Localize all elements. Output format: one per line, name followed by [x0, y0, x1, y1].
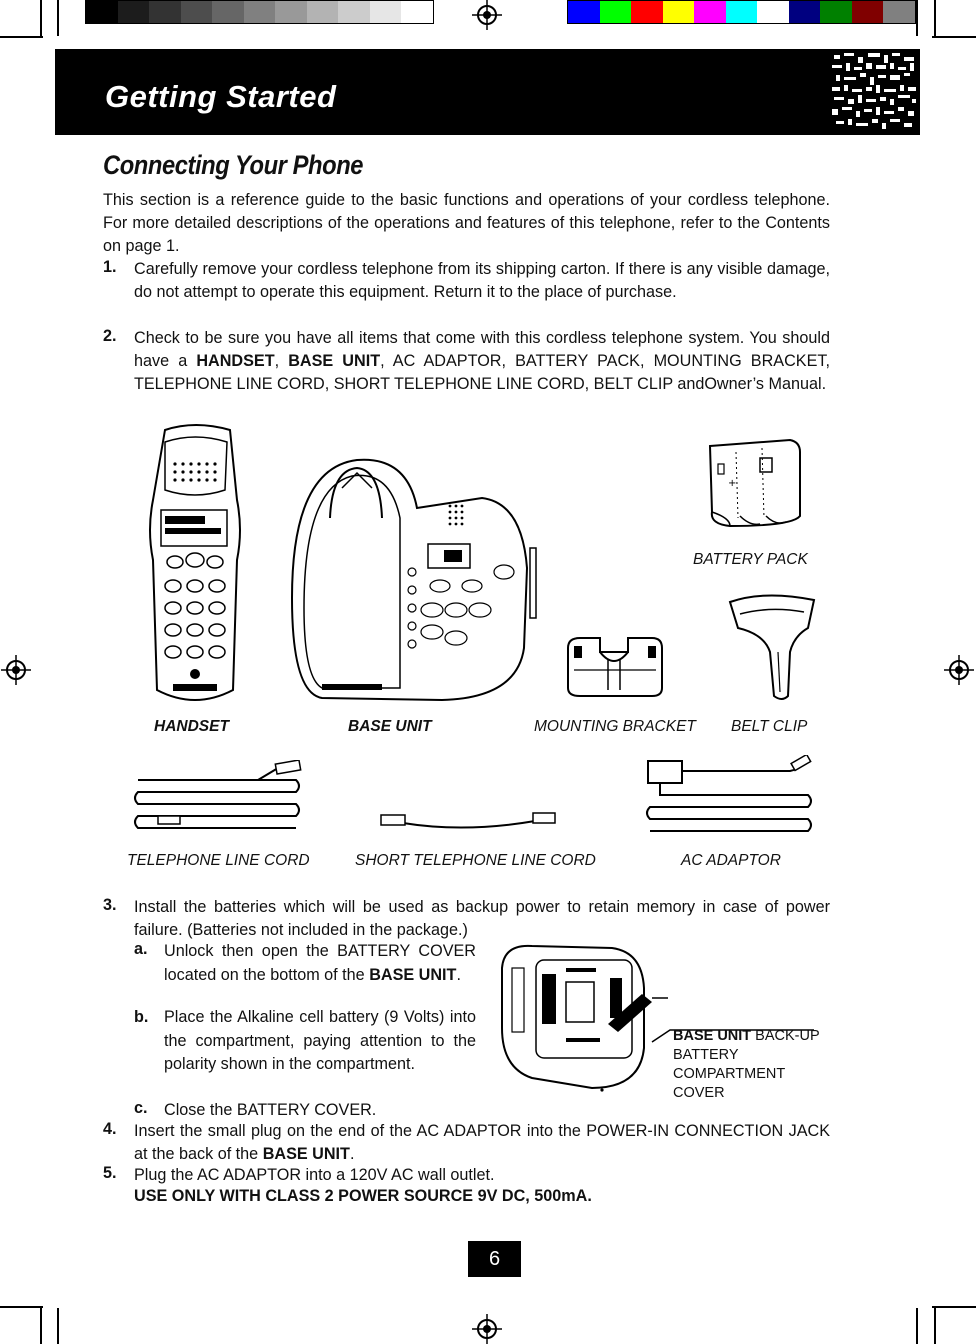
base-unit-illustration	[282, 448, 540, 708]
svg-text:+: +	[728, 478, 737, 489]
color-swatch	[370, 1, 402, 23]
substep-label: b.	[134, 1008, 149, 1026]
grayscale-swatch-bar	[85, 0, 434, 24]
mounting-bracket-illustration	[560, 630, 670, 700]
crop-mark	[57, 1308, 59, 1344]
step-2-text	[134, 327, 830, 396]
header-pattern-graphic	[828, 49, 920, 135]
substep-c-text: Close the BATTERY COVER.	[164, 1101, 377, 1119]
step-4-text	[134, 1120, 830, 1166]
caption-mounting-bracket: MOUNTING BRACKET	[534, 718, 696, 735]
step-3-text: Install the batteries which will be used as backup power to retain memory in case of power failure. (Batteries not included in the package.)	[134, 898, 830, 939]
step-number: 2.	[103, 327, 117, 345]
step-number: 4.	[103, 1120, 117, 1138]
section-title: Connecting Your Phone	[103, 150, 364, 180]
step-2-text-b: , AC ADAPTOR, BATTERY PACK, MOUNTING BRACKET, TELEPHONE LINE CORD, SHORT TELEPHONE LINE CORD, BELT CLIP andOwner’s Manual.	[134, 352, 830, 393]
substep-a-text-main: Unlock then open the BATTERY COVER located on the bottom of the	[164, 942, 476, 984]
step-number: 5.	[103, 1164, 117, 1182]
substep-a-period: .	[456, 965, 461, 984]
registration-mark-icon	[472, 0, 502, 30]
cover-label-bold: BASE UNIT	[673, 1028, 752, 1044]
registration-mark-icon	[1, 655, 31, 685]
crop-mark	[916, 0, 918, 36]
color-swatch	[401, 1, 433, 23]
substep-a-text	[164, 940, 476, 987]
color-swatch	[631, 1, 663, 23]
caption-telephone-line-cord: TELEPHONE LINE CORD	[127, 852, 310, 869]
cover-label-rest: BACK-UP BATTERY COMPARTMENT COVER	[673, 1028, 820, 1101]
caption-handset: HANDSET	[154, 718, 229, 735]
color-swatch-bar	[567, 0, 916, 24]
color-swatch	[820, 1, 852, 23]
color-swatch	[244, 1, 276, 23]
step-2-separator: ,	[274, 352, 289, 370]
crop-mark	[57, 0, 59, 36]
battery-pack-illustration	[700, 436, 805, 531]
color-swatch	[789, 1, 821, 23]
color-swatch	[307, 1, 339, 23]
step-4-text-main: Insert the small plug on the end of the AC ADAPTOR into the POWER-IN CONNECTION JACK at the back of the	[134, 1122, 830, 1163]
telephone-line-cord-illustration	[128, 760, 308, 835]
crop-mark	[0, 1306, 43, 1308]
substep-b-text: Place the Alkaline cell battery (9 Volts) into the compartment, paying attention to the polarity shown in the compartment.	[164, 1008, 476, 1073]
caption-ac-adaptor: AC ADAPTOR	[681, 852, 781, 869]
crop-mark	[916, 1308, 918, 1344]
color-swatch	[852, 1, 884, 23]
color-swatch	[757, 1, 789, 23]
crop-mark	[932, 36, 976, 38]
crop-mark	[40, 0, 42, 36]
color-swatch	[883, 1, 915, 23]
color-swatch	[86, 1, 118, 23]
belt-clip-illustration	[724, 592, 820, 704]
color-swatch	[694, 1, 726, 23]
color-swatch	[338, 1, 370, 23]
crop-mark	[934, 0, 936, 36]
color-swatch	[118, 1, 150, 23]
short-telephone-line-cord-illustration	[375, 805, 560, 840]
color-swatch	[600, 1, 632, 23]
color-swatch	[212, 1, 244, 23]
battery-cover-callout-label	[673, 1027, 823, 1103]
caption-belt-clip: BELT CLIP	[731, 718, 808, 735]
registration-mark-icon	[472, 1314, 502, 1344]
substep-label: c.	[134, 1099, 148, 1117]
ac-adaptor-illustration	[640, 755, 820, 840]
substep-label: a.	[134, 940, 148, 958]
crop-mark	[40, 1308, 42, 1344]
page-title: Getting Started	[105, 79, 337, 114]
color-swatch	[275, 1, 307, 23]
power-source-warning: USE ONLY WITH CLASS 2 POWER SOURCE 9V DC, 500mA.	[134, 1187, 592, 1205]
registration-mark-icon	[944, 655, 974, 685]
color-swatch	[149, 1, 181, 23]
handset-label: HANDSET	[196, 352, 275, 370]
color-swatch	[726, 1, 758, 23]
color-swatch	[181, 1, 213, 23]
step-2-text-a: Check to be sure you have all items that come with this cordless telephone system. You should have a	[134, 329, 830, 370]
handset-illustration	[145, 420, 245, 710]
caption-battery-pack: BATTERY PACK	[693, 551, 808, 568]
caption-short-telephone-line-cord: SHORT TELEPHONE LINE CORD	[355, 852, 596, 869]
base-unit-label: BASE UNIT	[288, 352, 381, 370]
crop-mark	[932, 1306, 976, 1308]
step-5-text: Plug the AC ADAPTOR into a 120V AC wall outlet.	[134, 1166, 495, 1184]
step-number: 1.	[103, 258, 117, 276]
crop-mark	[934, 1308, 936, 1344]
base-unit-underside-illustration	[492, 938, 670, 1098]
crop-mark	[0, 36, 43, 38]
page-number: 6	[468, 1241, 521, 1277]
color-swatch	[568, 1, 600, 23]
caption-base-unit: BASE UNIT	[348, 718, 432, 735]
base-unit-label: BASE UNIT	[369, 965, 457, 984]
step-number: 3.	[103, 896, 117, 914]
color-swatch	[663, 1, 695, 23]
header-bar	[55, 49, 920, 135]
step-1-text: Carefully remove your cordless telephone from its shipping carton. If there is any visible damage, do not attempt to operate this equipment. Return it to the place of purchase.	[134, 260, 830, 301]
base-unit-label: BASE UNIT	[262, 1145, 350, 1163]
intro-paragraph: This section is a reference guide to the basic functions and operations of your cordless telephone. For more detailed descriptions of the operations and features of this telephone, refer to the Contents on page 1.	[103, 191, 830, 255]
step-4-period: .	[349, 1145, 355, 1163]
